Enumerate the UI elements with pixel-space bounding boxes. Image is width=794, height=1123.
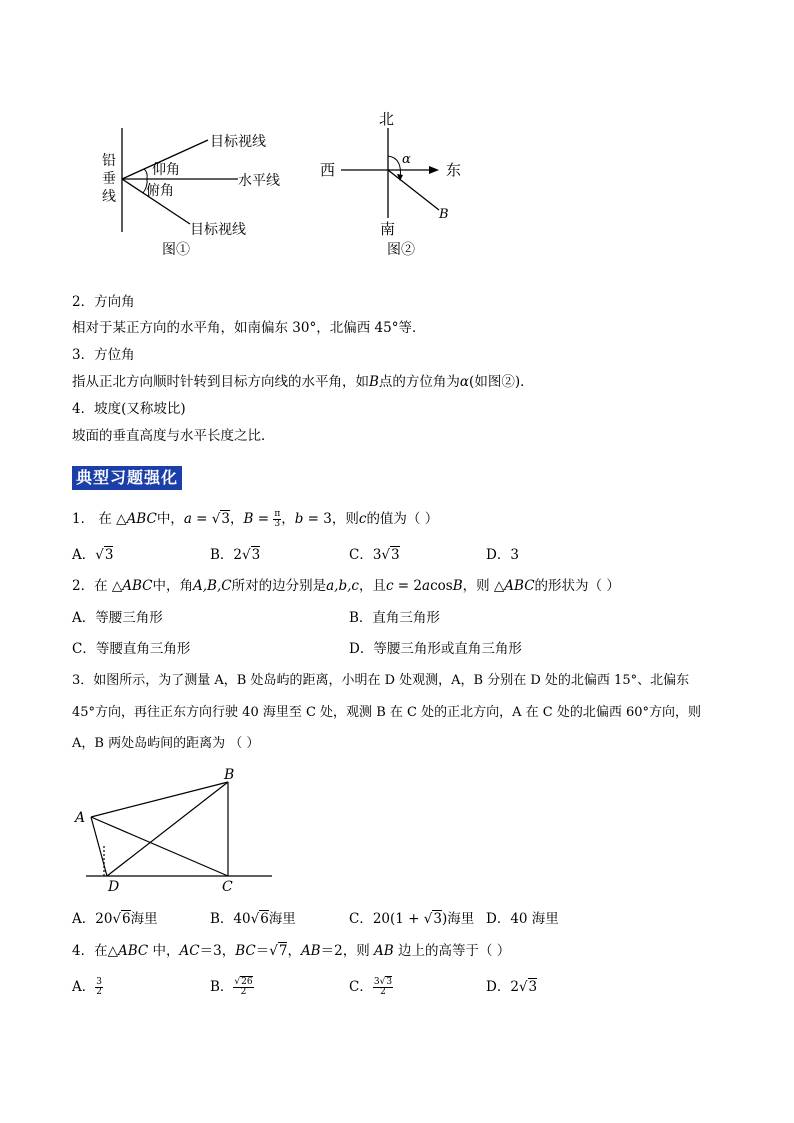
bottom-sightline-label: 目标视线 <box>190 222 246 238</box>
q1-option-a[interactable]: A．√3 <box>72 547 114 563</box>
q2-option-c[interactable]: C．等腰直角三角形 <box>72 641 191 657</box>
east-arrowhead <box>429 166 439 174</box>
question-3-figure <box>70 760 280 900</box>
elevation-arc <box>144 169 147 179</box>
figure-1-elevation-depression <box>90 120 310 260</box>
point-c-label: C <box>222 879 233 895</box>
question-2: 2．在 △ABC中，角A,B,C所对的边分别是a,b,c，且c = 2acosB，则 △ABC的形状为（ ） <box>72 578 620 594</box>
figure-2-azimuth <box>315 108 475 260</box>
segment-ac <box>91 817 228 876</box>
question-3-line-3: A，B 两处岛屿间的距离为 （ ） <box>72 736 260 751</box>
question-1: 1． 在 △ABC中，a = √3，B = $\frac{\pi}{3}$ ，b = 3，则c的值为（ ） <box>72 509 439 529</box>
q1-option-b[interactable]: B．2√3 <box>210 547 261 563</box>
vertical-label-1: 铅 <box>102 153 116 169</box>
q3-option-b[interactable]: B．40√6海里 <box>210 911 296 927</box>
point-b-label: B <box>439 207 449 222</box>
north-label: 北 <box>379 110 395 128</box>
question-3-line-2: 45°方向，再往正东方向行驶 40 海里至 C 处，观测 B 在 C 处的正北方向，A 在 C 处的北偏西 60°方向，则 <box>72 705 701 720</box>
item-3-text: 指从正北方向顺时针转到目标方向线的水平角，如B点的方位角为α(如图②)． <box>72 374 534 390</box>
point-d-label: D <box>108 879 120 895</box>
segment-db <box>107 782 228 876</box>
top-sightline-label: 目标视线 <box>210 134 266 150</box>
q3-option-c[interactable]: C．20(1 + √3)海里 <box>349 911 475 927</box>
south-label: 南 <box>380 220 396 238</box>
item-4-title: 4．坡度(又称坡比) <box>72 401 186 417</box>
q1-option-d[interactable]: D．3 <box>486 547 519 563</box>
segment-ab <box>91 782 228 817</box>
point-b-label-q3: B <box>224 767 235 783</box>
q3-option-a[interactable]: A．20√6海里 <box>72 911 158 927</box>
section-header: 典型习题强化 <box>72 466 182 490</box>
vertical-label-2: 垂 <box>102 171 116 187</box>
question-3-line-1: 3．如图所示，为了测量 A，B 处岛屿的距离，小明在 D 处观测，A，B 分别在 D 处的北偏西 15°、北偏东 <box>72 673 690 688</box>
q4-option-b[interactable]: B． $\frac{√26}{2}$ <box>210 977 253 997</box>
point-a-label: A <box>75 810 86 826</box>
alpha-label: α <box>402 152 411 167</box>
item-2-text: 相对于某正方向的水平角，如南偏东 30°，北偏西 45°等． <box>72 320 426 336</box>
depression-label: 俯角 <box>146 183 174 199</box>
q4-option-c[interactable]: C． $\frac{3√3}{2}$ <box>349 977 393 997</box>
q2-option-a[interactable]: A．等腰三角形 <box>72 610 163 626</box>
item-4-text: 坡面的垂直高度与水平长度之比． <box>72 428 275 444</box>
q3-option-d[interactable]: D．40 海里 <box>486 911 559 927</box>
east-label: 东 <box>446 161 462 179</box>
direction-line-b <box>388 170 439 210</box>
item-3-title: 3．方位角 <box>72 347 135 363</box>
q4-option-d[interactable]: D．2√3 <box>486 979 538 995</box>
pi-over-3: $\frac{\pi}{3}$ <box>274 509 281 529</box>
figure-2-caption: 图② <box>387 242 415 258</box>
west-label: 西 <box>320 161 336 179</box>
item-2-title: 2．方向角 <box>72 294 135 310</box>
q2-option-d[interactable]: D．等腰三角形或直角三角形 <box>349 641 522 657</box>
elevation-label: 仰角 <box>152 162 180 178</box>
figure-1-caption: 图① <box>162 242 190 258</box>
vertical-label-3: 线 <box>102 189 116 205</box>
q4-option-a[interactable]: A． $\frac{3}{2}$ <box>72 977 102 997</box>
horizontal-label: 水平线 <box>238 173 280 189</box>
q2-option-b[interactable]: B．直角三角形 <box>349 610 440 626</box>
q1-option-c[interactable]: C．3√3 <box>349 547 400 563</box>
question-4: 4．在△ABC 中，AC＝3，BC＝√7，AB＝2，则 AB 边上的高等于（ ） <box>72 943 511 959</box>
